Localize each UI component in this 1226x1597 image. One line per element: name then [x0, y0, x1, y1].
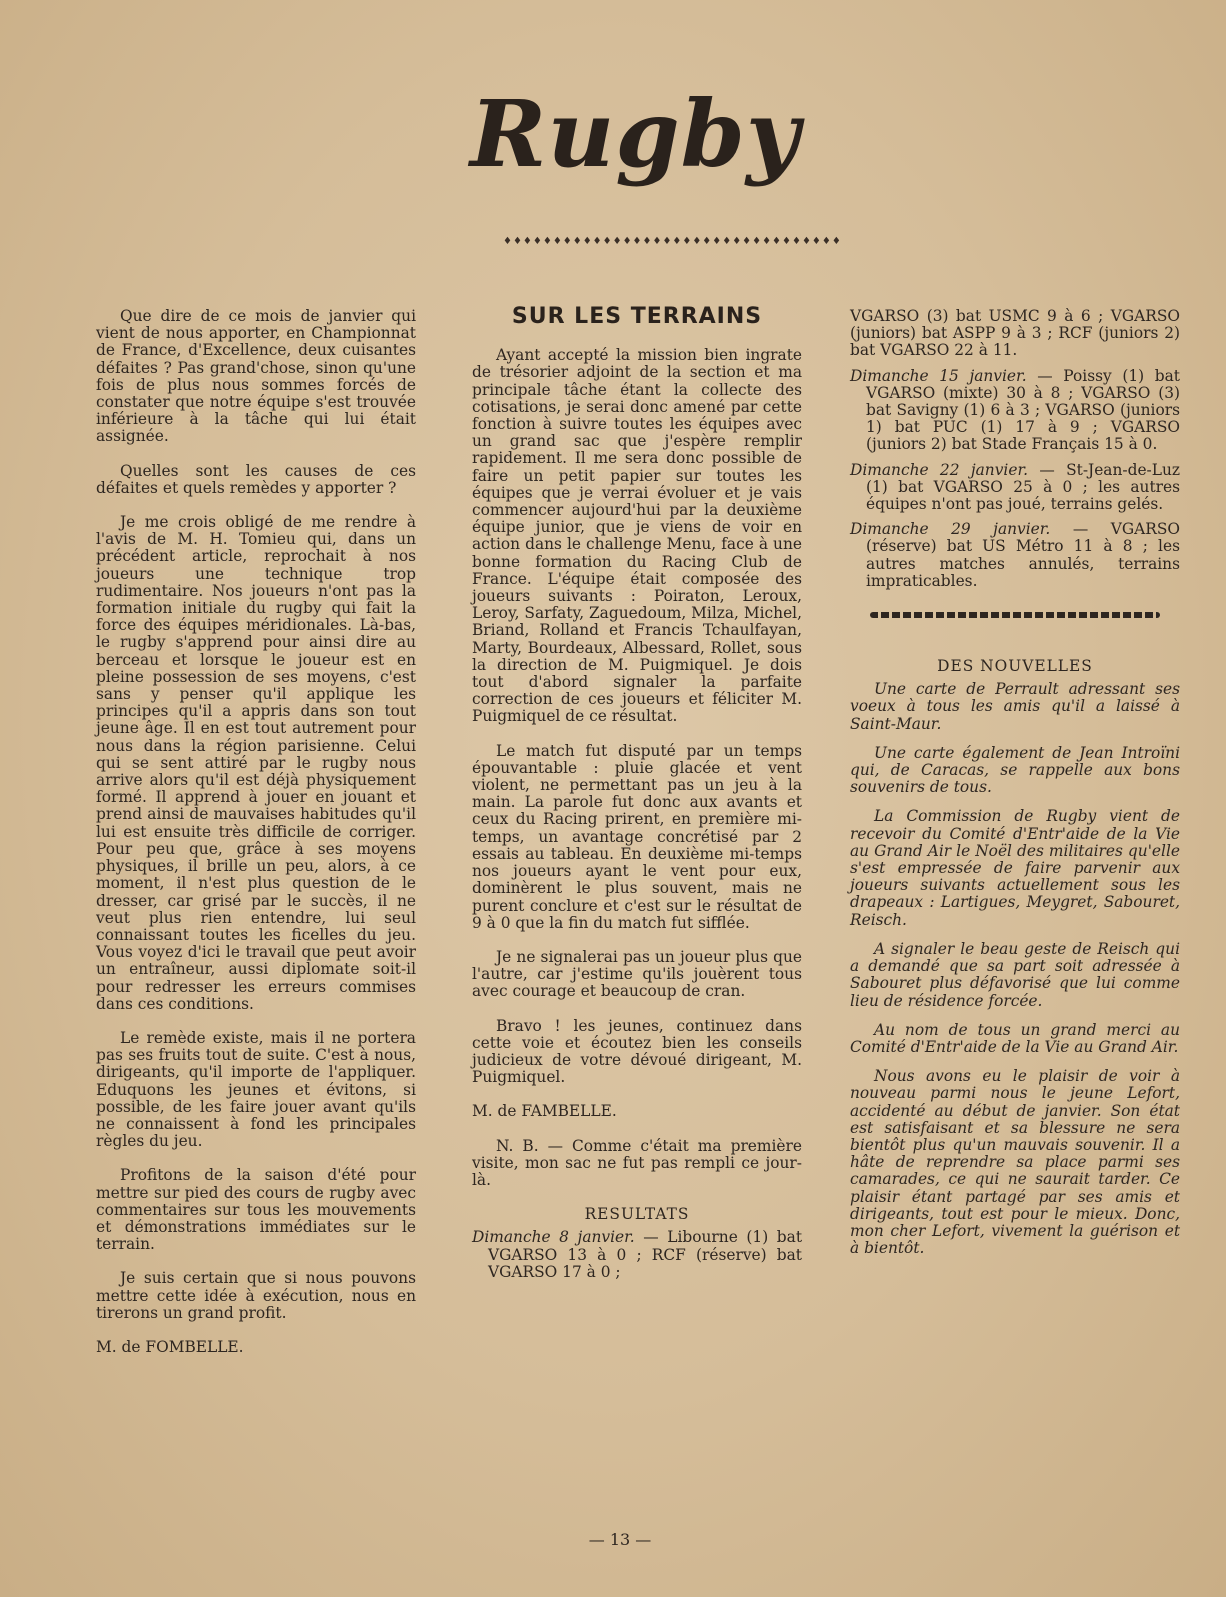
paragraph: Je ne signalerai pas un joueur plus que l'autre, car j'estime qu'ils jouèrent tous avec courage et beaucoup de cran.: [472, 947, 802, 1001]
column-middle: [472, 304, 802, 1281]
paragraph: Quelles sont les causes de ces défaites et quels remèdes y apporter ?: [96, 461, 416, 497]
paragraph: Le match fut disputé par un temps épouvantable : pluie glacée et vent violent, ne permettant pas un jeu à la main. La parole fut donc aux avants et ceux du Racing prirent, en première mi-temps, un avantage concrétisé par 2 essais au tableau. En deuxième mi-temps nos joueurs ayant le vent pour eux, dominèrent le plus souvent, mais ne purent conclure et c'est sur le résultat de 9 à 0 que la fin du match fut sifflée.: [472, 741, 802, 932]
result-entry: [850, 368, 1180, 454]
news-item: Une carte également de Jean Introïni qui, de Caracas, se rappelle aux bons souvenirs de tous.: [850, 743, 1180, 797]
note-paragraph: N. B. — Comme c'était ma première visite, mon sac ne fut pas rempli ce jour-là.: [472, 1136, 802, 1189]
result-text: — VGARSO (réserve) bat US Métro 11 à 8 ; les autres matches annulés, terrains impraticables.: [866, 520, 1180, 590]
column-right: [850, 308, 1180, 1257]
result-text: — Poissy (1) bat VGARSO (mixte) 30 à 8 ; VGARSO (3) bat Savigny (1) 6 à 3 ; VGARSO (juniors 1) bat PUC (1) 17 à 9 ; VGARSO (juniors 2) bat Stade Français 15 à 0.: [866, 366, 1180, 454]
result-entry: [472, 1229, 802, 1281]
news-item: La Commission de Rugby vient de recevoir du Comité d'Entr'aide de la Vie au Grand Air le Noël des militaires qu'elle s'est empressée de faire parvenir aux joueurs suivants actuellement sous les drapeaux : Lartigues, Meygret, Sabouret, Reisch.: [850, 807, 1180, 929]
news-item: Une carte de Perrault adressant ses voeux à tous les amis qu'il a laissé à Saint-Maur.: [850, 680, 1180, 733]
news-item: A signaler le beau geste de Reisch qui a demandé que sa part soit adressée à Sabouret plus défavorisé que lui comme lieu de résidence forcée.: [850, 939, 1180, 1010]
results-heading: RESULTATS: [584, 1205, 690, 1224]
paragraph: Je me crois obligé de me rendre à l'avis de M. H. Tomieu qui, dans un précédent article, reprochait à nos joueurs une technique trop rudimentaire. Nos joueurs n'ont pas la formation initiale du rugby qui fait la force des équipes méridionales. Là-bas, le rugby s'apprend pour ainsi dire au berceau et lorsque le joueur est en pleine possession de ses moyens, c'est sans y penser qu'il applique les principes qu'il a appris dans son tout jeune âge. Il en est tout autrement pour nous dans la région parisienne. Celui qui se sent attiré par le rugby nous arrive alors qu'il est déjà physiquement formé. Il apprend à jouer en jouant et prend ainsi de mauvaises habitudes qu'il lui est ensuite très difficile de corriger. Pour peu que, grâce à ses moyens physiques, il brille un peu, alors, à ce moment, il n'est plus question de le dresser, car grisé par le succès, il ne veut plus rien entendre, lui seul connaissant toutes les ficelles du jeu. Vous voyez d'ici le travail que peut avoir un entraîneur, aussi diplomate soit-il pour redresser les erreurs commises dans ces conditions.: [96, 513, 416, 1013]
paragraph: Bravo ! les jeunes, continuez dans cette voie et écoutez bien les conseils judicieux de votre dévoué dirigeant, M. Puigmiquel.: [472, 1016, 802, 1087]
paragraph: Je suis certain que si nous pouvons mettre cette idée à exécution, nous en tirerons un grand profit.: [96, 1269, 416, 1322]
result-date: Dimanche 22 janvier.: [850, 460, 1029, 479]
paragraph: Que dire de ce mois de janvier qui vient de nous apporter, en Championnat de France, d'Excellence, deux cuisantes défaites ? Pas grand'chose, sinon qu'une fois de plus nous sommes forcés de constater que notre équipe s'est trouvée inférieure à la tâche qui lui était assignée.: [96, 307, 416, 446]
news-heading: DES NOUVELLES: [937, 657, 1093, 676]
result-entry: [850, 521, 1180, 590]
result-text: — Libourne (1) bat VGARSO 13 à 0 ; RCF (réserve) bat VGARSO 17 à 0 ;: [488, 1228, 802, 1281]
paragraph: Profitons de la saison d'été pour mettre sur pied des cours de rugby avec commentaires sur tous les mouvements et démonstrations immédiates sur le terrain.: [96, 1166, 416, 1254]
column-left: [96, 308, 416, 1356]
result-continuation: VGARSO (3) bat USMC 9 à 6 ; VGARSO (juniors) bat ASPP 9 à 3 ; RCF (juniors 2) bat VGARSO 22 à 11.: [850, 307, 1180, 360]
result-entry: [850, 462, 1180, 514]
result-date: Dimanche 15 janvier.: [850, 366, 1027, 385]
result-text: — St-Jean-de-Luz (1) bat VGARSO 25 à 0 ; les autres équipes n'ont pas joué, terrains gelés.: [866, 460, 1180, 514]
title-ornament-divider: ♦♦♦♦♦♦♦♦♦♦♦♦♦♦♦♦♦♦♦♦♦♦♦♦♦♦♦♦♦♦♦♦♦♦: [503, 236, 842, 247]
news-item: Nous avons eu le plaisir de voir à nouveau parmi nous le jeune Lefort, accidenté au début de janvier. Son état est satisfaisant et sa blessure ne sera bientôt plus qu'un mauvais souvenir. Il a hâte de reprendre sa place parmi ses camarades, ce qui ne saurait tarder. Ce plaisir étant partagé par ses amis et dirigeants, tout est pour le mieux. Donc, mon cher Lefort, vivement la guérison et à bientôt.: [850, 1067, 1180, 1258]
section-heading: SUR LES TERRAINS: [511, 304, 763, 329]
result-date: Dimanche 8 janvier.: [472, 1228, 635, 1247]
author-signature: M. de FAMBELLE.: [472, 1102, 617, 1121]
paragraph: Le remède existe, mais il ne portera pas ses fruits tout de suite. C'est à nous, dirigeants, qu'il importe de l'appliquer. Eduquons les jeunes et évitons, si possible, de les faire jouer avant qu'ils ne connaissent à fond les principales règles du jeu.: [96, 1028, 416, 1151]
paragraph: Ayant accepté la mission bien ingrate de trésorier adjoint de la section et ma principale tâche étant la collecte des cotisations, je serai donc amené par cette fonction à suivre toutes les équipes avec un grand sac que j'espère remplir rapidement. Il me sera donc possible de faire un petit papier sur toutes les équipes que je verrai évoluer et je vais commencer aujourd'hui par la deuxième équipe junior, que je viens de voir en action dans le challenge Menu, face à une bonne formation du Racing Club de France. L'équipe était composée des joueurs suivants : Poiraton, Leroux, Leroy, Sarfaty, Zaguedoum, Milza, Michel, Briand, Rolland et Francis Tchaulfayan, Marty, Bourdeaux, Albessard, Rollet, sous la direction de M. Puigmiquel. Je dois tout d'abord signaler la parfaite correction de ces joueurs et féliciter M. Puigmiquel de ce résultat.: [472, 346, 802, 726]
wave-divider: [870, 612, 1160, 618]
page-title: Rugby: [470, 80, 801, 188]
author-signature: M. de FOMBELLE.: [96, 1337, 244, 1356]
news-item: Au nom de tous un grand merci au Comité d'Entr'aide de la Vie au Grand Air.: [850, 1020, 1180, 1056]
result-date: Dimanche 29 janvier.: [850, 520, 1051, 539]
page-number: — 13 —: [588, 1530, 652, 1549]
